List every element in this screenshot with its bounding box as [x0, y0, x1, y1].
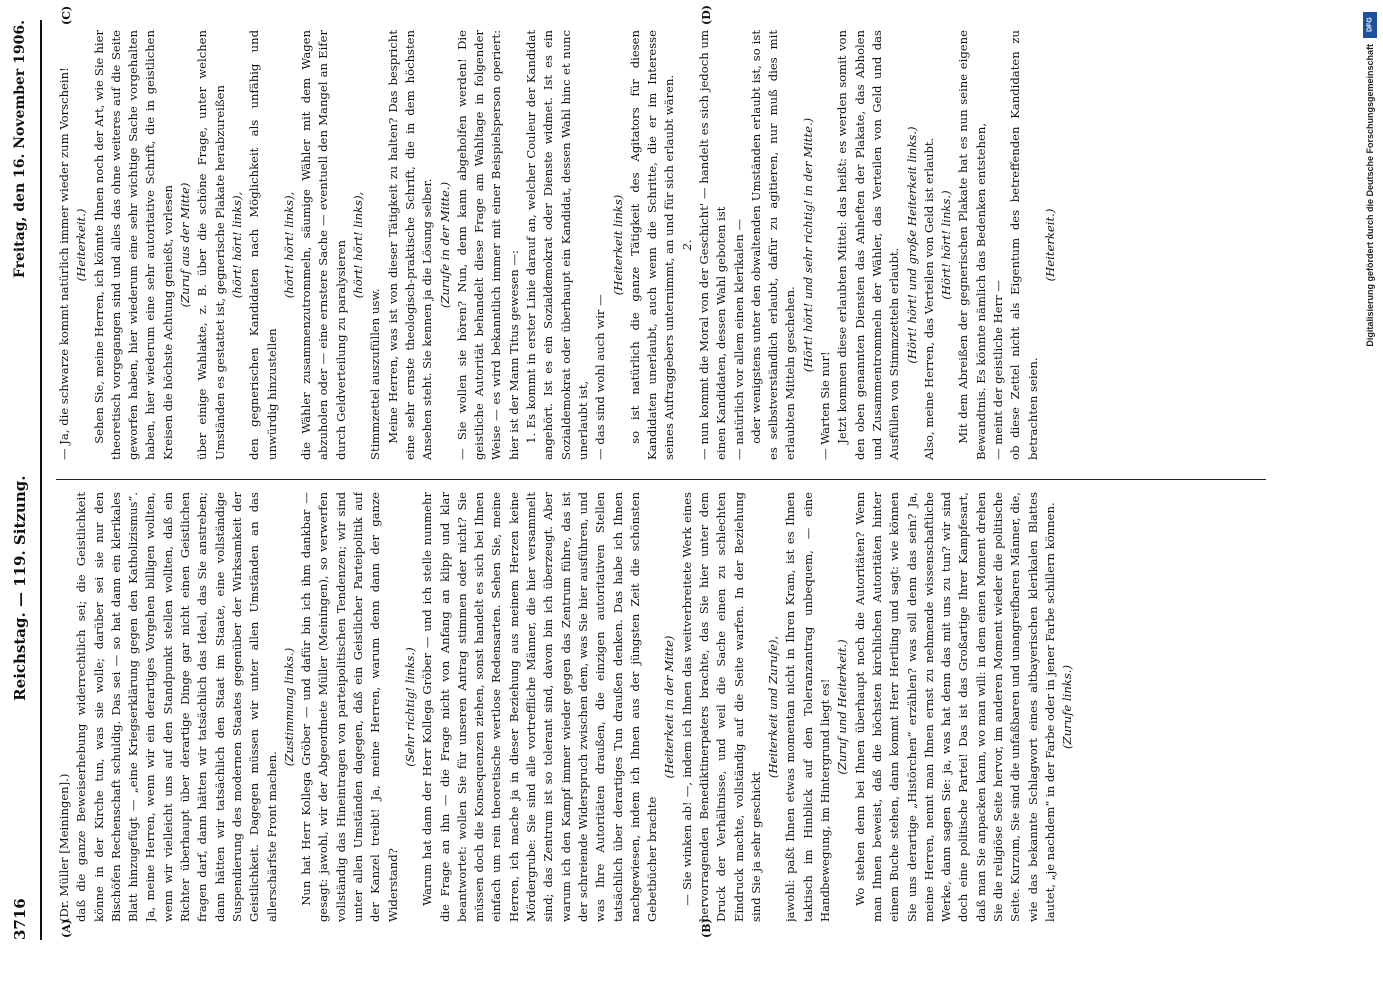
paragraph: — natürlich vor allem einen klerikalen —	[731, 218, 746, 460]
interjection: (Zurufe in der Mitte.)	[437, 181, 452, 309]
paragraph: Also, meine Herren, das Verteilen von Geld ist erlaubt.	[921, 137, 936, 460]
paragraph: — Sie winken ab! —, indem ich Ihnen das weitverbreitete Werk eines hervorragenden Benediktinerpaters brachte, das Sie hier unter dem Druck der Verhältnisse, und weil die Sache einen zu schlechten Eindruck machte, vollständig auf die Seite warfen. In der Beziehung sind Sie ja sehr geschickt	[679, 492, 763, 922]
page-header	[0, 20, 42, 940]
margin-marker-b: (B)	[700, 918, 713, 938]
paragraph: jawohl: paßt Ihnen etwas momentan nicht in Ihren Kram, ist es Ihnen taktisch im Hinblick auf den Toleranzantrag unbequem, — eine Handbewegung, im Hintergrund liegt es!	[783, 492, 833, 922]
session-date: Freitag, den 16. November 1906.	[12, 20, 28, 279]
interjection: (Sehr richtig! links.)	[402, 647, 417, 767]
paragraph: die Wähler zusammenzutrommeln, säumige Wähler mit dem Wagen abzuholen oder — eine ernstere Sache — eventuell den Mangel an Eifer durch Geldverteilung zu paralysieren	[299, 30, 348, 460]
interjection: (Heiterkeit in der Mitte)	[662, 635, 677, 779]
dfg-credit-text: Digitalisierung gefördert durch die Deutsche Forschungsgemeinschaft	[1365, 44, 1375, 347]
paragraph: 1. Es kommt in erster Linie darauf an, welcher Couleur der Kandidat angehört. Ist es ein Sozialdemokrat oder Dienste widmet. Ist es ein Sozialdemokrat oder überhaupt ein Kandidat, dessen Wahl hinc et nunc unerlaubt ist,	[524, 30, 590, 460]
interjection: (Heiterkeit.)	[1042, 208, 1057, 282]
dfg-credit-strip	[1361, 12, 1379, 772]
dfg-logo: DFG	[1363, 12, 1377, 38]
paragraph: — Warten Sie nur!	[818, 351, 833, 460]
paragraph: Jetzt kommen diese erlaubten Mittel: das heißt: es werden somit von den oben genannten Diensten das Anheften der Plakate, das Abholen und Zusammentrommeln der Wähler, das Verteilen von Geld und das Ausfüllen von Stimmzetteln erlaubt.	[835, 30, 902, 460]
column-divider	[56, 479, 1266, 480]
interjection: (Hört! hört! links.)	[939, 190, 954, 300]
paragraph: Wo stehen denn bei Ihnen überhaupt noch die Autoritäten? Wenn man Ihnen beweist, daß die höchsten kirchlichen Autoritäten hinter einem Buche stehen, dann kommt Herr Hertling und sagt: wie können Sie uns derartige „Histörchen“ erzählen? was soll denn das sein? Ja, meine Herren, nennt man Ihnen ernst zu nehmende wissenschaftliche Werke, dann sagen Sie: ja, was hat denn das mit uns zu tun? wir sind doch eine politische Partei! Das ist das Großartige Ihrer Kampfesart, daß man Sie anpacken kann, wo man will: in dem einen Moment drehen Sie die religiöse Seite hervor, im anderen Moment wieder die politische Seite. Kurzum, Sie sind die unfaßbaren und unangreifbaren Männer, die, wie das bekannte Schlagwort eines altbayerischen klerikalen Blattes lautet, „je nachdem“ in der Farbe oder in jener Farbe schillern können.	[852, 492, 1057, 922]
paragraph: über einige Wahlakte, z. B. über die schöne Frage, unter welchen Umständen es gestattet ist, gegnerische Plakate herabzureißen	[195, 30, 227, 460]
paragraph: Sehen Sie, meine Herren, ich könnte Ihnen noch der Art, wie Sie hier theoretisch vorgegangen sind und alles das ohne weiteres auf die Seite geworfen haben, hier wiederum eine sehr wichtige Sache vorgehalten haben, hier wiederum eine sehr autoritative Schrift, die in geistlichen Kreisen die höchste Achtung genießt, vorlesen	[91, 30, 175, 460]
paragraph: daß die ganze Beweiserhebung widerrechtlich sei; die Geistlichkeit könne in der Kirche tun, was sie wolle; darüber sei sie nur den Bischöfen Rechenschaft schuldig. Das sei — so hat dann ein klerikales Blatt hinzugefügt — „eine Kriegserklärung gegen den Katholizismus“. Ja, meine Herren, wenn wir ein derartiges Vorgehen billigen wollten, wenn wir vielleicht uns auf den Standpunkt stellen wollten, daß ein Richter überhaupt über derartige Dinge gar nicht einen Geistlichen fragen darf, dann hätten wir tatsächlich das Ideal, das Sie anstreben; dann hätten wir tatsächlich den Staat im Staate, eine vollständige Suspendierung des modernen Staates gegenüber der Wirksamkeit der Geistlichkeit. Dagegen müssen wir unter allen Umständen an das allerschärfste Front machen.	[74, 492, 279, 922]
session-title: Reichstag. — 119. Sitzung.	[11, 475, 29, 701]
paragraph: — das sind wohl auch wir —	[593, 294, 608, 460]
interjection: (hört! hört! links),	[351, 191, 366, 299]
list-number: 2.	[679, 239, 694, 251]
paragraph: Meine Herren, was ist von dieser Tätigkeit zu halten? Das bespricht eine sehr ernste theologisch-praktische Schrift, die in dem höchsten Ansehen steht. Sie kennen ja die Lösung selber.	[385, 30, 435, 460]
left-column	[56, 492, 1266, 922]
interjection: (hört! hört! links),	[229, 191, 244, 299]
paragraph: — Sie wollen sie hören? Nun, denn kann abgeholfen werden! Die geistliche Autorität behandelt diese Frage am Wahltage in folgender Weise — es wird bekanntlich immer mit einer Beispielsperson operiert: hier ist der Mann Titus gewesen —:	[454, 30, 521, 460]
paragraph: Stimmzettel auszufüllen usw.	[368, 288, 383, 460]
margin-marker-a: (A)	[60, 919, 73, 938]
interjection: (Heiterkeit.)	[74, 208, 89, 282]
interjection: (Zustimmung links.)	[281, 647, 296, 767]
margin-marker-c: (C)	[60, 5, 73, 25]
paragraph: — nun kommt die Moral von der Geschicht' — handelt es sich jedoch um einen Kandidaten, dessen Wahl geboten ist	[696, 30, 729, 460]
paragraph: oder wenigstens unter den obwaltenden Umständen erlaubt ist, so ist es selbstverständlich erlaubt, dafür zu agitieren, nur muß dies mit erlaubten Mitteln geschehen.	[748, 30, 798, 460]
interjection: (Zuruf aus der Mitte)	[178, 182, 193, 308]
page-number: 3716	[11, 898, 29, 940]
paragraph: so ist natürlich die ganze Tätigkeit des Agitators für diesen Kandidaten unerlaubt, auch wenn die Schritte, die er im Interesse seines Auftraggebers unternimmt, an und für sich erlaubt wären.	[627, 30, 677, 460]
paragraph: — meint der geistliche Herr —	[991, 279, 1006, 460]
speaker-line: (Dr. Müller [Meiningen].)	[57, 773, 71, 922]
interjection: (Hört! hört! und große Heiterkeit links.)	[904, 126, 919, 364]
interjection: (Zuruf und Heiterkeit.)	[835, 639, 850, 775]
margin-marker-d: (D)	[700, 5, 713, 25]
right-column	[56, 30, 1266, 460]
interjection: (hört! hört! links),	[281, 191, 296, 299]
paragraph: ob diese Zettel nicht als Eigentum des betreffenden Kandidaten zu betrachten seien.	[1008, 30, 1040, 460]
paragraph: — Ja, die schwarze kommt natürlich immer wieder zum Vorschein!	[57, 67, 71, 460]
interjection: (Heiterkeit und Zurufe),	[766, 635, 781, 779]
paragraph: Mit dem Abreißen der gegnerischen Plakate hat es nun seine eigene Bewandtnis. Es könnte nämlich das Bedenken entstehen,	[956, 30, 988, 460]
paragraph: Nun hat Herr Kollega Gröber — und dafür bin ich ihm dankbar — gesagt: jawohl, wir der Abgeordnete Müller (Meiningen), so verwerfen vollständig das Hineintragen von parteipolitischen Tendenzen; wir sind unter allen Umständen dagegen, daß ein Geistlicher Parteipolitik auf der Kanzel treibt! Ja, meine Herren, warum denn dann der ganze Widerstand?	[299, 492, 400, 922]
interjection: (Hört! hört! und sehr richtig! in der Mitte.)	[800, 117, 815, 373]
paragraph: Warum hat dann der Herr Kollega Gröber — und ich stelle nunmehr die Frage an ihn — die Frage nicht von Anfang an klipp und klar beantwortet: wollen Sie für unseren Antrag stimmen oder nicht? Sie müssen doch die Konsequenzen ziehen, sonst handelt es sich bei Ihnen einfach um rein theoretische wertlose Redensarten. Sehen Sie, meine Herren, ich mache ja in dieser Beziehung aus meinem Herzen keine Mördergrube: Sie sind alle vortreffliche Männer, die hier versammelt sind; das Zentrum ist so tolerant sind, davon bin ich überzeugt. Aber warum ich den Kampf immer wieder gegen das Zentrum führe, das ist der schreiende Widerspruch zwischen dem, was Sie hier ausführen, und was Ihre Autoritäten draußen, die einzigen autoritativen Stellen tatsächlich über derartiges Tun draußen denken. Das habe ich Ihnen nachgewiesen, indem ich Ihnen aus der jüngsten Zeit die schönsten Gebetbücher brachte	[420, 492, 660, 922]
interjection: (Heiterkeit links)	[610, 194, 625, 296]
interjection: (Zurufe links.)	[1060, 665, 1075, 749]
paragraph: den gegnerischen Kandidaten nach Möglichkeit als unfähig und unwürdig hinzustellen	[247, 30, 279, 460]
